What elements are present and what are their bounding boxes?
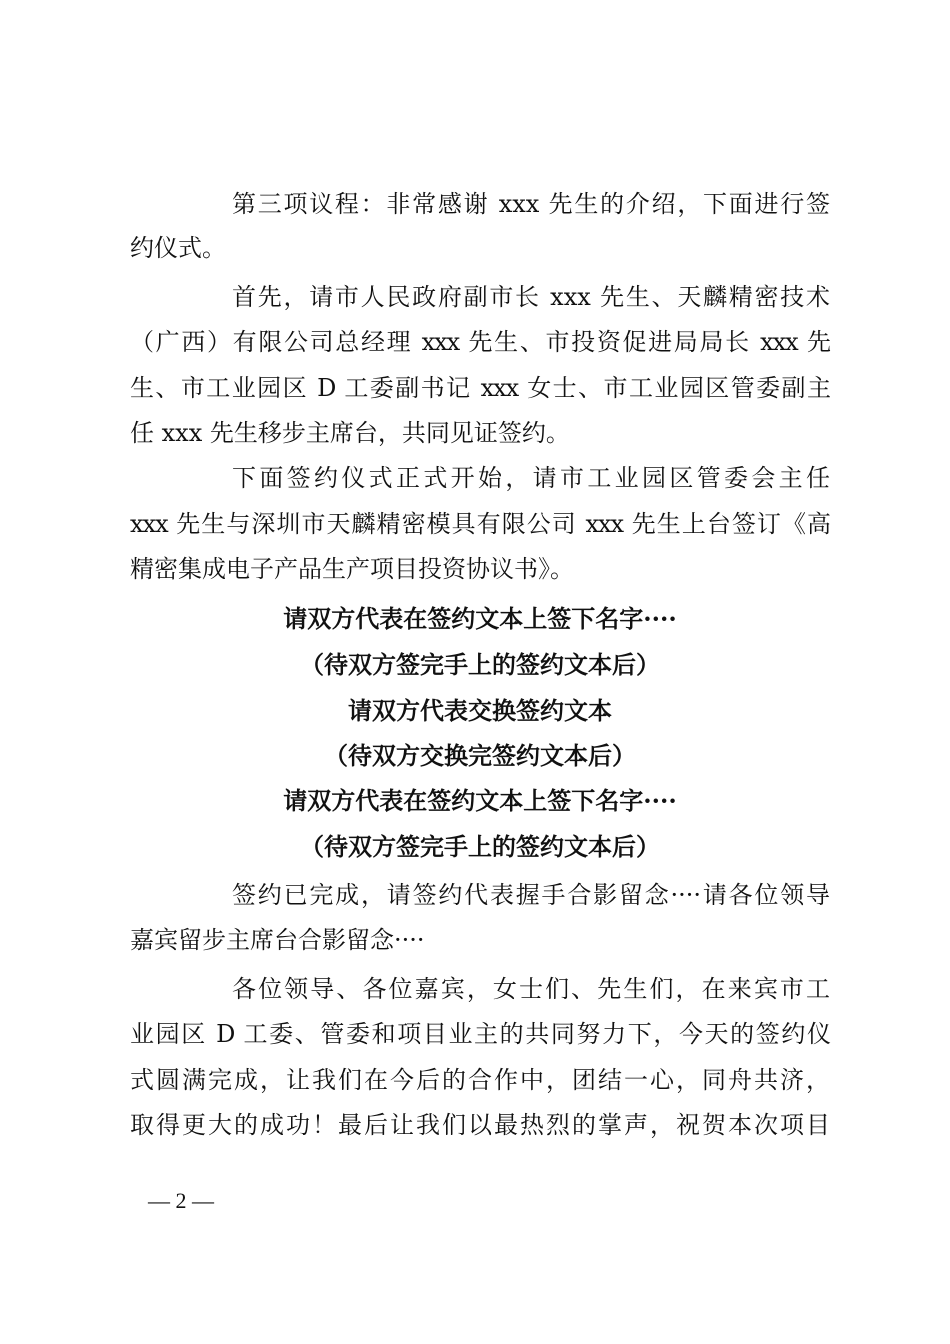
body-line: 任 xxx 先生移步主席台，共同见证签约。: [130, 419, 570, 447]
centered-instruction: 请双方代表在签约文本上签下名字····: [283, 604, 677, 633]
body-line: 下面签约仪式正式开始，请市工业园区管委会主任: [232, 464, 830, 492]
body-line: 式圆满完成，让我们在今后的合作中，团结一心，同舟共济，: [130, 1066, 830, 1094]
body-line: 第三项议程：非常感谢 xxx 先生的介绍，下面进行签: [232, 190, 830, 218]
body-line: 嘉宾留步主席台合影留念····: [130, 926, 425, 954]
centered-instruction: （待双方签完手上的签约文本后）: [300, 650, 660, 679]
centered-instruction: （待双方签完手上的签约文本后）: [300, 832, 660, 861]
body-line: 业园区 D 工委、管委和项目业主的共同努力下，今天的签约仪: [130, 1020, 830, 1048]
body-line: xxx 先生与深圳市天麟精密模具有限公司 xxx 先生上台签订《高: [130, 510, 830, 538]
centered-instruction: 请双方代表在签约文本上签下名字····: [283, 786, 677, 815]
body-line: （广西）有限公司总经理 xxx 先生、市投资促进局局长 xxx 先: [130, 328, 830, 356]
body-line: 生、市工业园区 D 工委副书记 xxx 女士、市工业园区管委副主: [130, 374, 830, 402]
centered-instruction: 请双方代表交换签约文本: [348, 696, 612, 725]
body-line: 签约已完成，请签约代表握手合影留念····请各位领导: [232, 881, 830, 909]
body-line: 精密集成电子产品生产项目投资协议书》。: [130, 555, 574, 583]
body-line: 首先，请市人民政府副市长 xxx 先生、天麟精密技术: [232, 283, 830, 311]
centered-instruction: （待双方交换完签约文本后）: [324, 741, 636, 770]
body-line: 约仪式。: [130, 234, 226, 262]
page-number: — 2 —: [148, 1188, 214, 1213]
body-line: 各位领导、各位嘉宾，女士们、先生们，在来宾市工: [232, 975, 830, 1003]
body-line: 取得更大的成功！最后让我们以最热烈的掌声，祝贺本次项目: [130, 1111, 830, 1139]
